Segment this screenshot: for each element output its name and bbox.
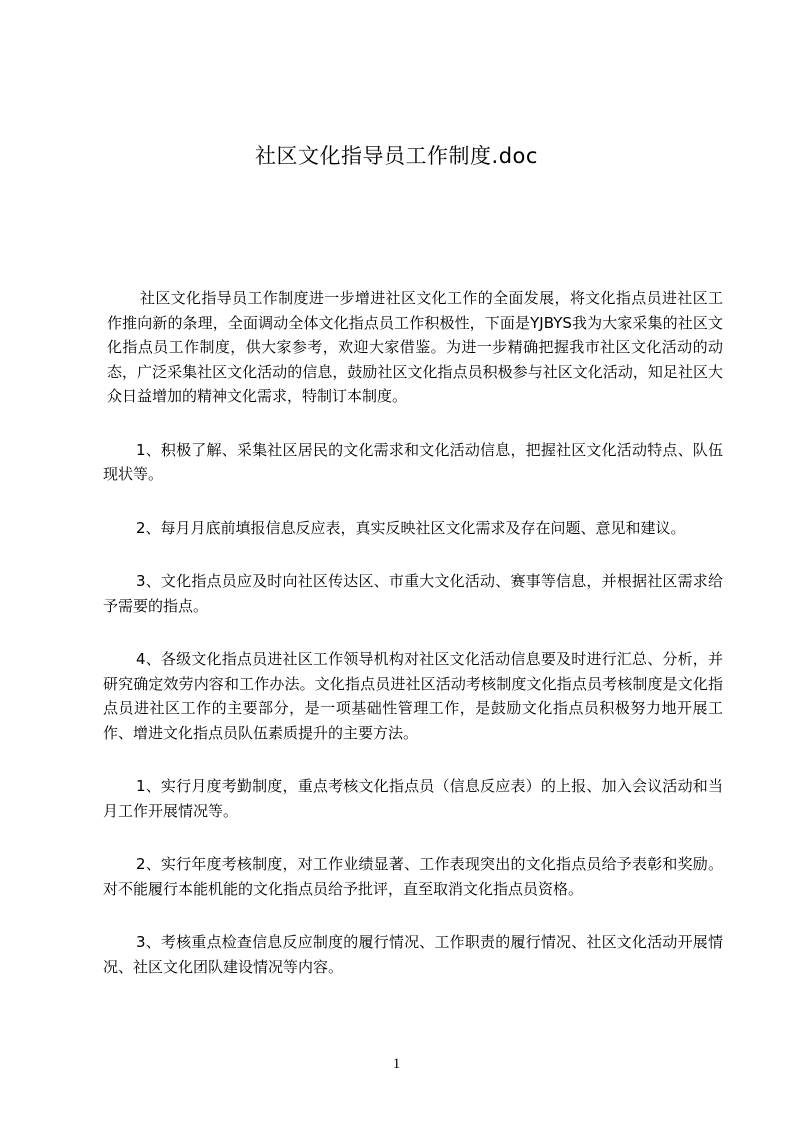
paragraph-item-2: 2、每月月底前填报信息反应表，真实反映社区文化需求及存在问题、意见和建议。 xyxy=(136,518,686,537)
paragraph-item-3: 3、文化指点员应及时向社区传达区、市重大文化活动、赛事等信息，并根据社区需求给予需要的指点。 xyxy=(103,572,723,615)
paragraph-intro: 社区文化指导员工作制度进一步增进社区文化工作的全面发展，将文化指点员进社区工作推向新的条理，全面调动全体文化指点员工作积极性，下面是YJBYS我为大家采集的社区文化指点员工作制度，供大家参考，欢迎大家借鉴。为进一步精确把握我市社区文化活动的动态，广泛采集社区文化活动的信息，鼓励社区文化指点员积极参与社区文化活动，知足社区大众日益增加的精神文化需求，特制订本制度。 xyxy=(107,289,723,405)
paragraph-item-1: 1、积极了解、采集社区居民的文化需求和文化活动信息，把握社区文化活动特点、队伍现状等。 xyxy=(103,440,723,483)
paragraph-assessment-2: 2、实行年度考核制度，对工作业绩显著、工作表现突出的文化指点员给予表彰和奖励。对不能履行本能机能的文化指点员给予批评，直至取消文化指点员资格。 xyxy=(103,855,723,898)
paragraph-item-4: 4、各级文化指点员进社区工作领导机构对社区文化活动信息要及时进行汇总、分析，并研究确定效劳内容和工作办法。文化指点员进社区活动考核制度文化指点员考核制度是文化指点员进社区工作的主要部分，是一项基础性管理工作，是鼓励文化指点员积极努力地开展工作、增进文化指点员队伍素质提升的主要方法。 xyxy=(103,650,723,742)
document-title: 社区文化指导员工作制度.doc xyxy=(255,144,538,168)
page-number: 1 xyxy=(392,1056,401,1072)
document-body xyxy=(103,286,723,1008)
paragraph-assessment-1: 1、实行月度考勤制度，重点考核文化指点员（信息反应表）的上报、加入会议活动和当月工作开展情况等。 xyxy=(103,777,723,820)
paragraph-assessment-3: 3、考核重点检查信息反应制度的履行情况、工作职责的履行情况、社区文化活动开展情况、社区文化团队建设情况等内容。 xyxy=(103,933,723,976)
